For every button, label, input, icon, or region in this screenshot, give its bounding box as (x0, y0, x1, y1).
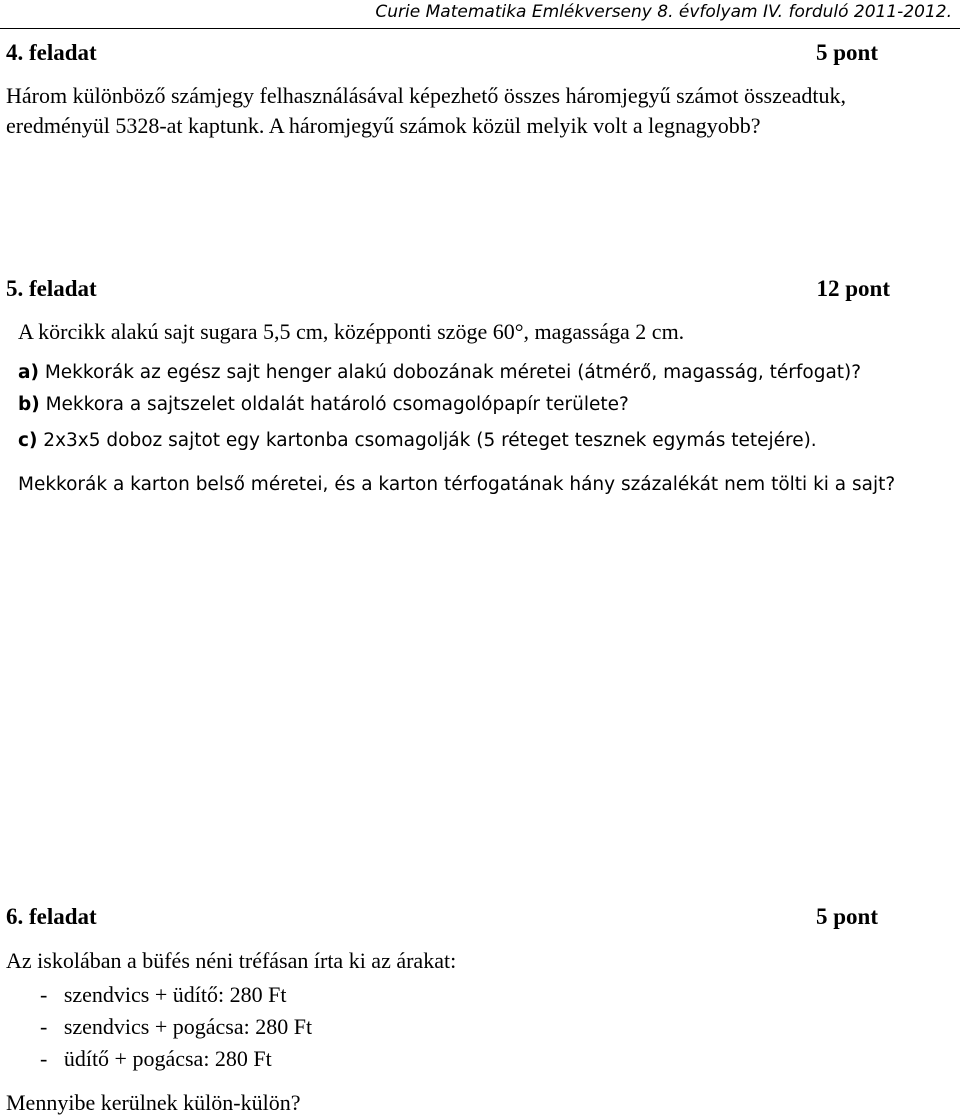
task5-a-text: Mekkorák az egész sajt henger alakú dobozának méretei (átmérő, magasság, térfogat)? (38, 362, 862, 383)
task5-question-c-line2: Mekkorák a karton belső méretei, és a karton térfogatának hány százalékát nem tölti ki a sajt? (18, 474, 896, 495)
task5-c-text: 2x3x5 doboz sajtot egy kartonba csomagolják (5 réteget tesznek egymás tetejére). (37, 430, 817, 451)
task5-b-label: b) (18, 394, 40, 415)
task5-b-text: Mekkora a sajtszelet oldalát határoló csomagolópapír területe? (39, 394, 629, 415)
header-divider (0, 28, 960, 29)
task6-item-3: - üdítő + pogácsa: 280 Ft (40, 1046, 272, 1071)
task6-item-2: - szendvics + pogácsa: 280 Ft (40, 1014, 313, 1039)
task6-intro: Az iskolában a büfés néni tréfásan írta ki az árakat: (6, 948, 457, 973)
task6-title: 6. feladat (6, 904, 97, 929)
task5-title: 5. feladat (6, 276, 97, 301)
task4-line-1: Három különböző számjegy felhasználásával képezhető összes háromjegyű számot összeadtuk, (6, 83, 846, 108)
task4-points: 5 pont (816, 40, 878, 65)
task5-intro: A körcikk alakú sajt sugara 5,5 cm, középponti szöge 60°, magassága 2 cm. (18, 319, 685, 344)
task6-points: 5 pont (816, 904, 878, 929)
task4-line-2: eredményül 5328-at kaptunk. A háromjegyű számok közül melyik volt a legnagyobb? (6, 113, 761, 138)
task5-question-c (18, 430, 817, 451)
task5-question-a (18, 362, 861, 383)
task5-points: 12 pont (816, 276, 890, 301)
task4-title: 4. feladat (6, 40, 97, 65)
task5-question-b (18, 394, 629, 415)
task6-item-1: - szendvics + üdítő: 280 Ft (40, 982, 287, 1007)
task6-question: Mennyibe kerülnek külön-külön? (6, 1090, 301, 1115)
page-header: Curie Matematika Emlékverseny 8. évfolyam IV. forduló 2011-2012. (375, 2, 952, 22)
task5-c-label: c) (18, 430, 38, 451)
task5-a-label: a) (18, 362, 39, 383)
